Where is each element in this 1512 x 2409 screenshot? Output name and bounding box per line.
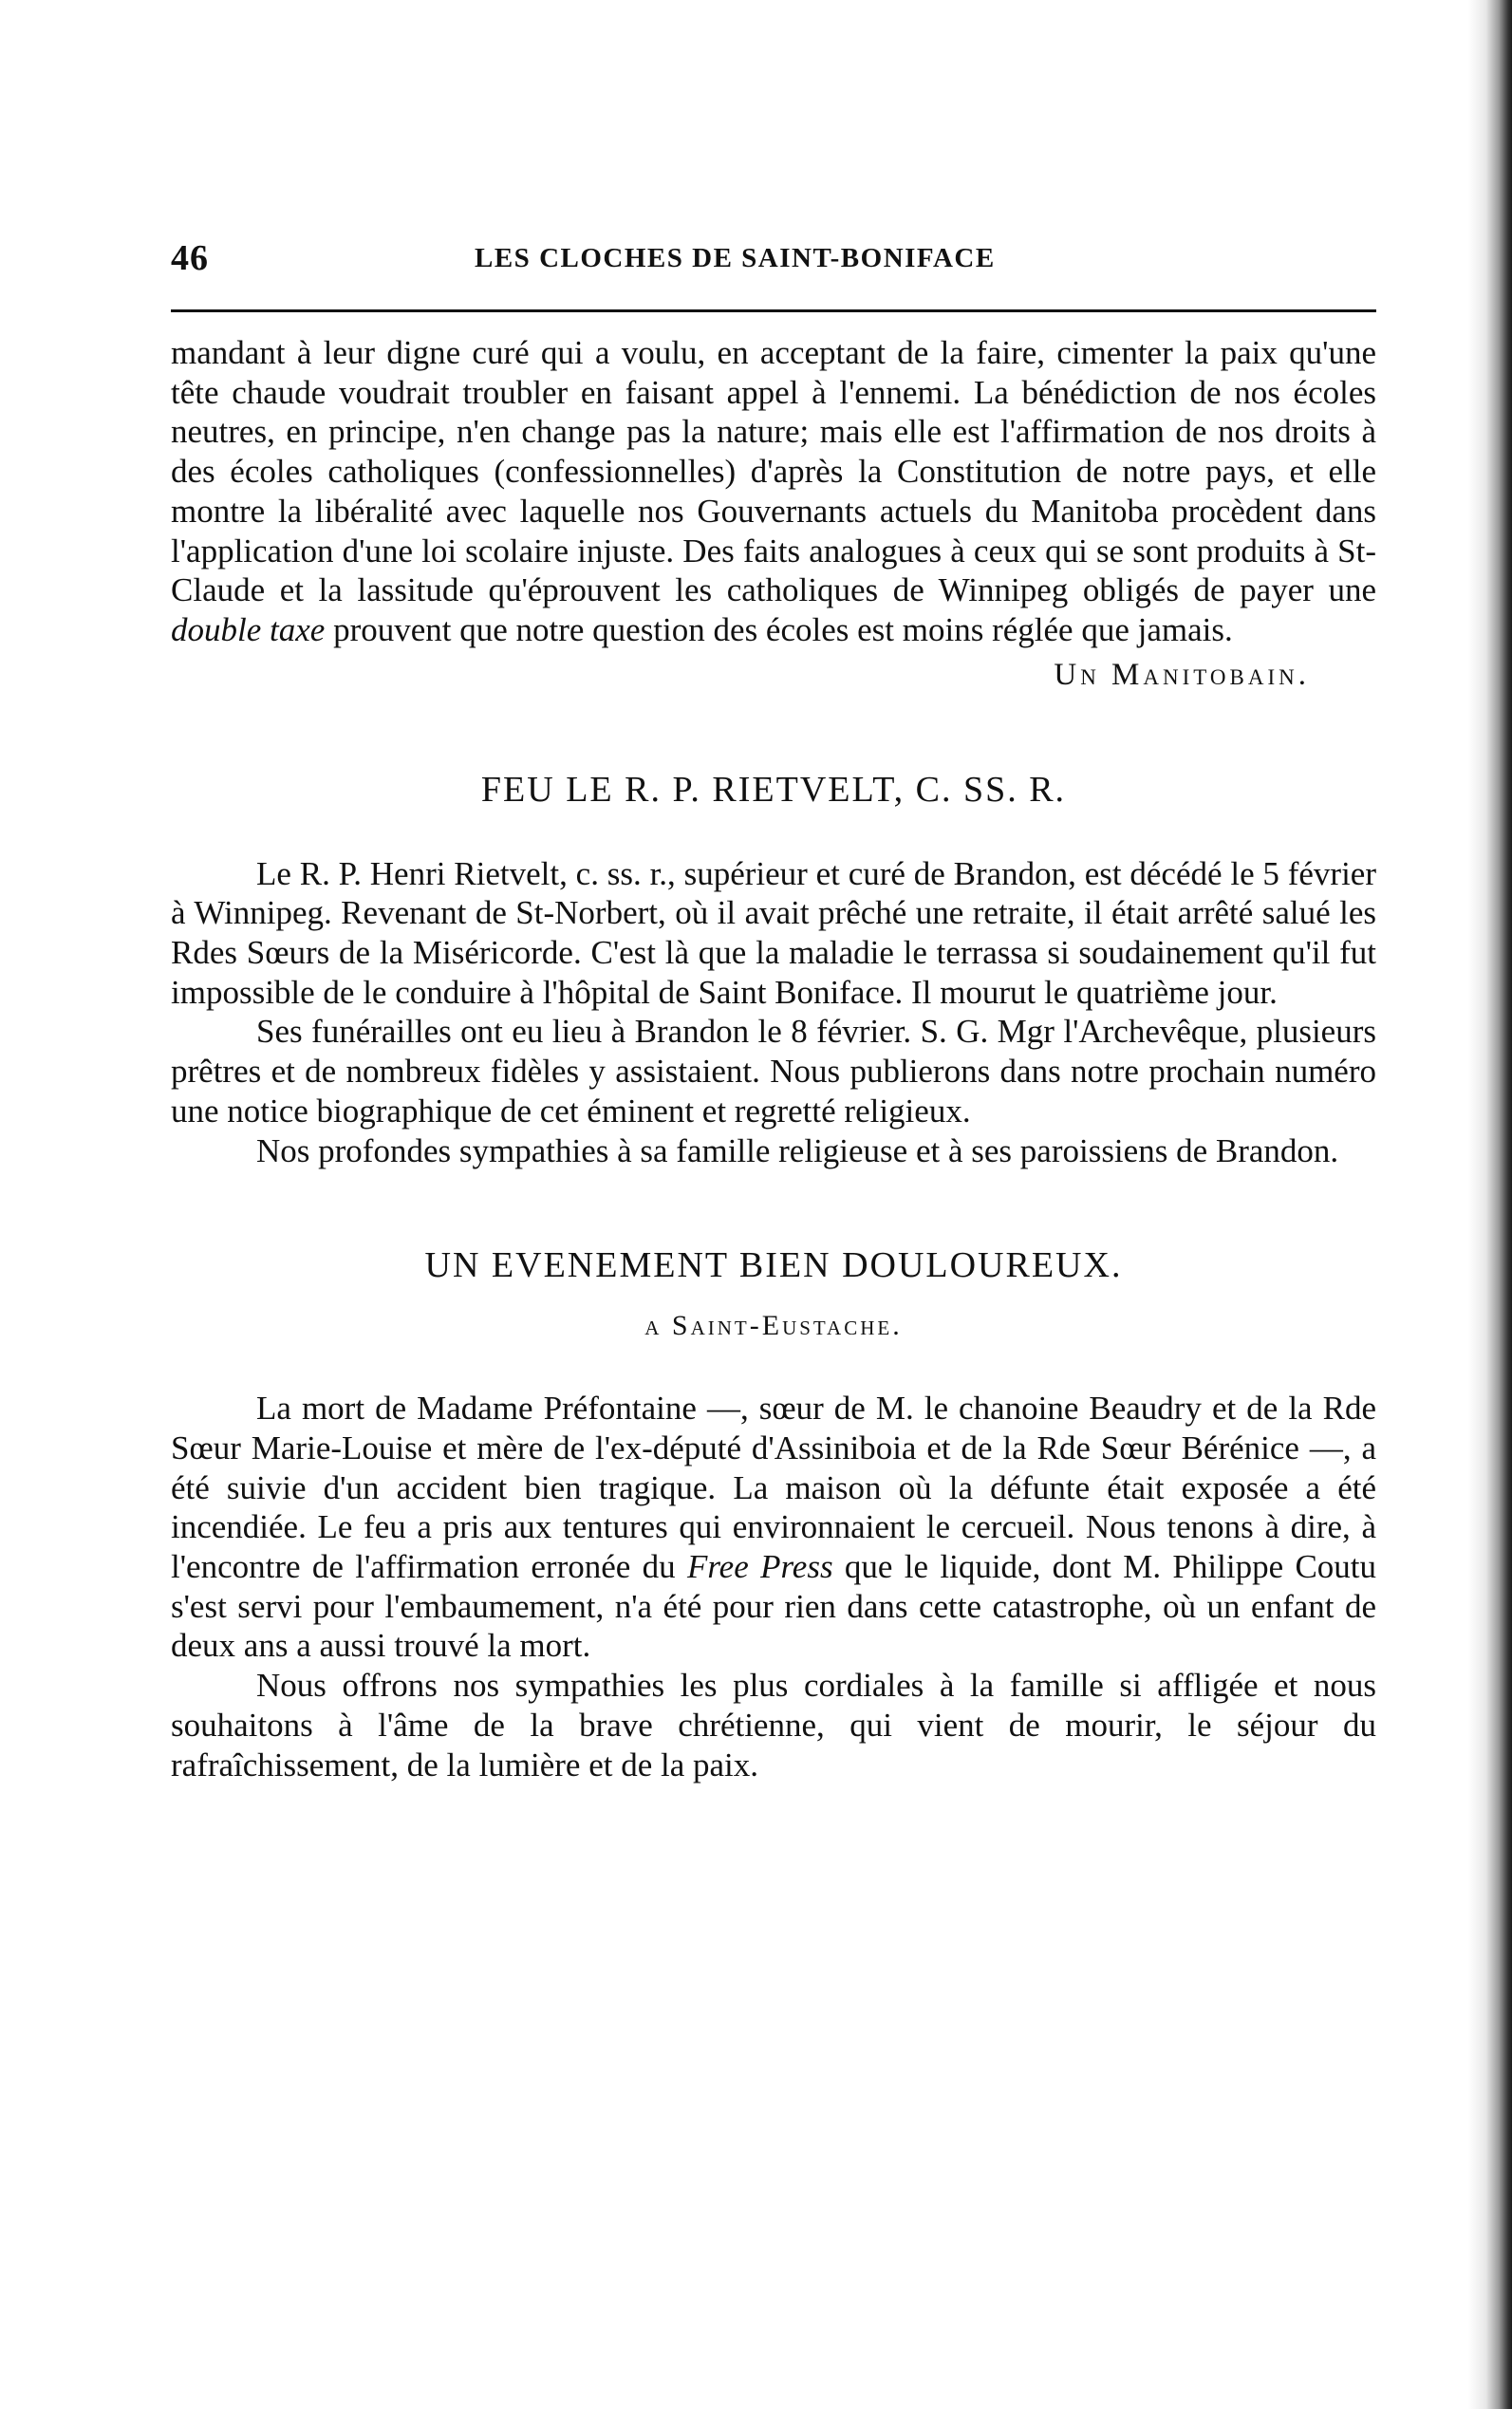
rietvelt-paragraph-1: Le R. P. Henri Rietvelt, c. ss. r., supérieur et curé de Brandon, est décédé le 5 février à Winnipeg. Revenant de St-Norbert, où il avait prêché une retraite, il était arrêté salué les Rdes Sœurs de la Miséricorde. C'est là que la maladie le terrassa si soudainement qu'il fut impossible de le conduire à l'hôpital de Saint Boniface. Il mourut le quatrième jour.	[171, 854, 1376, 1011]
free-press-title: Free Press	[686, 1548, 833, 1586]
signature: Un Manitobain.	[1054, 657, 1310, 692]
header-rule	[171, 309, 1376, 312]
subheading-saint-eustache: a Saint-Eustache.	[644, 1310, 903, 1342]
intro-italic-text: double taxe	[171, 610, 326, 648]
rietvelt-paragraph-3: Nos profondes sympathies à sa famille religieuse et à ses paroissiens de Brandon.	[256, 1131, 1339, 1169]
evenement-paragraph-2: Nous offrons nos sympathies les plus cordiales à la famille si affligée et nous souhaitons à l'âme de la brave chrétienne, qui vient de mourir, le séjour du rafraîchissement, de la lumière et de la paix.	[171, 1667, 1376, 1783]
intro-paragraph	[171, 333, 1376, 650]
intro-text-start: mandant à leur digne curé qui a voulu, en acceptant de la faire, cimenter la paix qu'une tête chaude voudrait troubler en faisant appel à l'ennemi. La bénédiction de nos écoles neutres, en principe, n'en change pas la nature; mais elle est l'affirmation de nos droits à des écoles catholiques (confessionnelles) d'après la Constitution de notre pays, et elle montre la libéralité avec laquelle nos Gouvernants actuels du Manitoba procèdent dans l'application d'une loi scolaire injuste. Des faits analogues à ceux qui se sont produits à St-Claude et la lassitude qu'éprouvent les catholiques de Winnipeg obligés de payer une	[171, 334, 1376, 609]
running-head	[171, 237, 1376, 289]
page-number: 46	[171, 238, 209, 278]
rietvelt-paragraph-2: Ses funérailles ont eu lieu à Brandon le 8 février. S. G. Mgr l'Archevêque, plusieurs prêtres et de nombreux fidèles y assistaient. Nous publierons dans notre prochain numéro une notice biographique de cet éminent et regretté religieux.	[171, 1013, 1376, 1130]
heading-evenement: UN EVENEMENT BIEN DOULOUREUX.	[424, 1245, 1123, 1286]
article-rietvelt-body	[171, 854, 1376, 1171]
book-page	[171, 237, 1376, 1784]
intro-text-end: prouvent que notre question des écoles est moins réglée que jamais.	[325, 610, 1233, 648]
evenement-paragraph-1	[171, 1389, 1376, 1666]
article-evenement-body	[171, 1389, 1376, 1784]
heading-rietvelt: FEU LE R. P. RIETVELT, C. SS. R.	[480, 769, 1067, 810]
running-title: LES CLOCHES DE SAINT-BONIFACE	[475, 243, 996, 273]
evenement-text-start: La mort de Madame Préfontaine —, sœur de M. le chanoine Beaudry et de la Rde Sœur Marie-Louise et mère de l'ex-député d'Assiniboia et de la Rde Sœur Bérénice —, a été suivie d'un accident bien tragique. La maison où la défunte était exposée a été incendiée. Le feu a pris aux tentures qui environnaient le cercueil. Nous tenons à dire, à l'encontre de l'affirmation erronée du	[171, 1390, 1376, 1586]
scanned-page-edge	[1468, 0, 1512, 2409]
evenement-text-end: que le liquide, dont M. Philippe Coutu s'est servi pour l'embaumement, n'a été pour rien dans cette catastrophe, où un enfant de deux ans a aussi trouvé la mort.	[171, 1548, 1377, 1665]
